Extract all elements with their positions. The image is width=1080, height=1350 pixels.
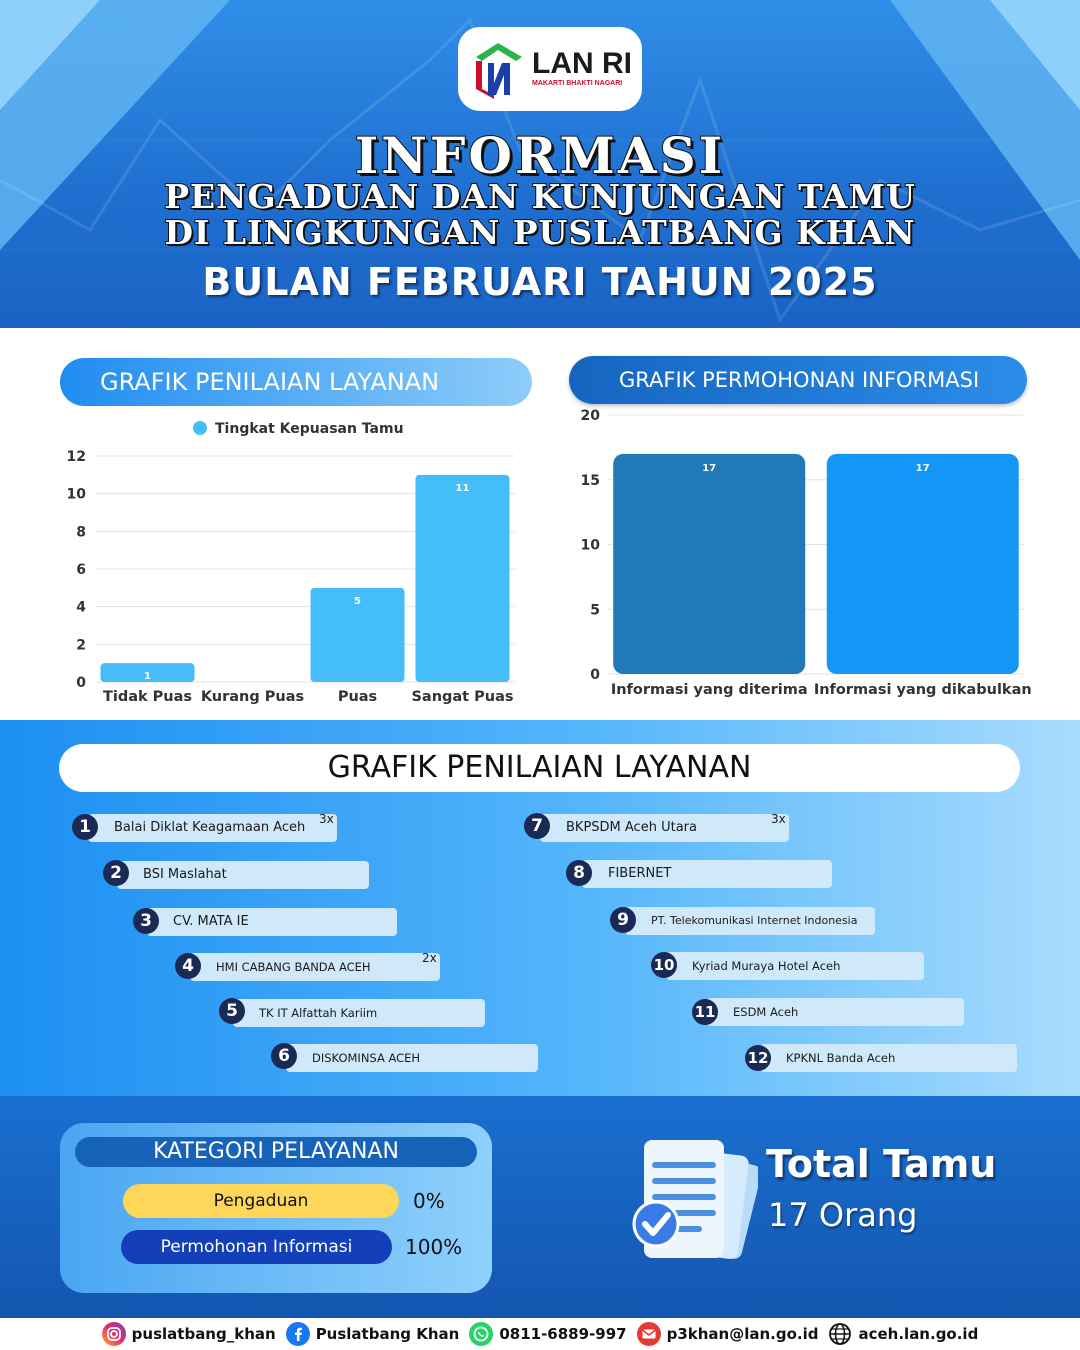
page-subtitle: PENGADUAN DAN KUNJUNGAN TAMU xyxy=(164,177,916,216)
list-item xyxy=(625,907,875,935)
kategori-pengaduan-pill xyxy=(123,1184,399,1218)
list-item-name: BKPSDM Aceh Utara xyxy=(566,820,697,835)
list-item-name: DISKOMINSA ACEH xyxy=(312,1051,421,1065)
logo-tagline: MAKARTI BHAKTI NAGARI xyxy=(532,80,623,87)
whatsapp-icon xyxy=(469,1322,493,1346)
legend-swatch xyxy=(193,421,207,435)
footer-whatsapp[interactable] xyxy=(469,1322,626,1346)
list-item-number: 2 xyxy=(103,860,129,886)
kategori-permohonan-pill xyxy=(121,1230,392,1264)
list-item xyxy=(147,908,397,936)
kategori-label: Pengaduan xyxy=(213,1191,309,1211)
page-title: INFORMASI xyxy=(354,126,726,185)
y-tick-label: 8 xyxy=(76,524,86,541)
facebook-icon xyxy=(286,1322,310,1346)
list-item xyxy=(540,814,789,842)
y-tick-label: 6 xyxy=(76,562,86,578)
list-item-number: 7 xyxy=(524,813,550,839)
x-category-label: Kurang Puas xyxy=(200,689,305,705)
bar-value-label: 1 xyxy=(144,671,151,683)
y-tick-label: 0 xyxy=(76,675,86,691)
x-category-label: Sangat Puas xyxy=(411,689,514,705)
list-item-number: 6 xyxy=(271,1043,297,1069)
lan-logo-mark-icon xyxy=(472,39,528,99)
y-tick-label: 10 xyxy=(580,537,600,554)
y-tick-label: 12 xyxy=(66,449,86,465)
list-item-name: BSI Maslahat xyxy=(143,867,227,882)
footer-instagram[interactable] xyxy=(102,1322,276,1346)
penilaian-bar-chart xyxy=(60,412,530,712)
footer-website[interactable] xyxy=(828,1322,978,1346)
list-item-number: 9 xyxy=(610,907,636,933)
kategori-pct: 0% xyxy=(413,1189,445,1213)
list-item-number: 12 xyxy=(745,1045,771,1071)
y-tick-label: 2 xyxy=(76,637,86,654)
bar xyxy=(827,454,1019,674)
list-item-name: KPKNL Banda Aceh xyxy=(786,1051,896,1065)
list-item-number: 8 xyxy=(566,860,592,886)
x-category-label: Tidak Puas xyxy=(102,689,193,705)
list-item-number: 10 xyxy=(651,952,677,978)
list-item xyxy=(707,998,964,1026)
x-category-label: Puas xyxy=(337,689,378,705)
page-subtitle: DI LINGKUNGAN PUSLATBANG KHAN xyxy=(164,213,916,252)
list-item xyxy=(286,1044,538,1072)
list-item-name: Balai Diklat Keagamaan Aceh xyxy=(114,820,306,835)
list-item-name: Kyriad Muraya Hotel Aceh xyxy=(692,959,841,973)
y-tick-label: 4 xyxy=(76,599,86,616)
document-check-icon xyxy=(628,1136,758,1276)
y-tick-label: 5 xyxy=(590,602,600,619)
list-item xyxy=(582,860,832,888)
list-item-count: 3x xyxy=(771,812,786,826)
kategori-pct: 100% xyxy=(405,1235,463,1259)
list-item-number: 11 xyxy=(692,999,718,1025)
total-tamu-title: Total Tamu xyxy=(766,1142,997,1186)
chart-title-penilaian: GRAFIK PENILAIAN LAYANAN xyxy=(60,358,532,406)
instagram-handle: puslatbang_khan xyxy=(131,1325,276,1343)
y-tick-label: 0 xyxy=(590,667,600,683)
bar xyxy=(613,454,805,674)
list-item-count: 3x xyxy=(319,812,334,826)
list-item xyxy=(117,861,369,889)
y-tick-label: 15 xyxy=(580,472,600,489)
list-item-name: FIBERNET xyxy=(608,866,672,881)
bar-value-label: 17 xyxy=(702,462,717,474)
list-item xyxy=(190,953,440,981)
permohonan-bar-chart xyxy=(570,404,1040,704)
list-item-number: 5 xyxy=(219,998,245,1024)
y-tick-label: 10 xyxy=(66,486,86,503)
list-item-number: 3 xyxy=(133,908,159,934)
chart-title-permohonan: GRAFIK PERMOHONAN INFORMASI xyxy=(569,356,1027,404)
x-category-label: Informasi yang diterima xyxy=(610,682,808,698)
list-item xyxy=(233,999,485,1027)
lan-ri-logo xyxy=(458,27,642,111)
mail-icon xyxy=(637,1322,661,1346)
list-item-count: 2x xyxy=(422,951,437,965)
list-item-number: 1 xyxy=(72,814,98,840)
instagram-icon xyxy=(102,1322,126,1346)
kategori-title: KATEGORI PELAYANAN xyxy=(75,1137,477,1167)
footer-email[interactable] xyxy=(637,1322,819,1346)
period-title: BULAN FEBRUARI TAHUN 2025 xyxy=(202,260,878,304)
list-item-name: CV. MATA IE xyxy=(173,914,249,929)
kategori-label: Permohonan Informasi xyxy=(160,1237,353,1257)
website-url: aceh.lan.go.id xyxy=(858,1325,979,1343)
list-item xyxy=(666,952,924,980)
bar-value-label: 17 xyxy=(915,462,930,474)
list-item xyxy=(88,814,337,842)
total-tamu-value: 17 Orang xyxy=(768,1196,918,1234)
email-address: p3khan@lan.go.id xyxy=(666,1325,819,1343)
bar-value-label: 5 xyxy=(354,595,361,607)
list-item-name: PT. Telekomunikasi Internet Indonesia xyxy=(651,914,858,927)
logo-name: LAN RI xyxy=(532,47,632,80)
list-item-number: 4 xyxy=(175,953,201,979)
list-item-name: HMI CABANG BANDA ACEH xyxy=(216,960,371,974)
x-category-label: Informasi yang dikabulkan xyxy=(813,682,1032,698)
list-title: GRAFIK PENILAIAN LAYANAN xyxy=(59,744,1020,792)
facebook-handle: Puslatbang Khan xyxy=(315,1325,460,1343)
list-item xyxy=(760,1044,1017,1072)
bar-value-label: 11 xyxy=(455,482,470,494)
y-tick-label: 20 xyxy=(580,408,600,424)
globe-icon xyxy=(828,1322,852,1346)
list-item-name: TK IT Alfattah Kariim xyxy=(259,1006,378,1020)
footer-facebook[interactable] xyxy=(286,1322,460,1346)
whatsapp-number: 0811-6889-997 xyxy=(499,1325,627,1343)
bar xyxy=(416,475,510,682)
legend-label: Tingkat Kepuasan Tamu xyxy=(215,421,404,437)
footer-contacts xyxy=(0,1318,1080,1350)
list-item-name: ESDM Aceh xyxy=(733,1005,799,1019)
